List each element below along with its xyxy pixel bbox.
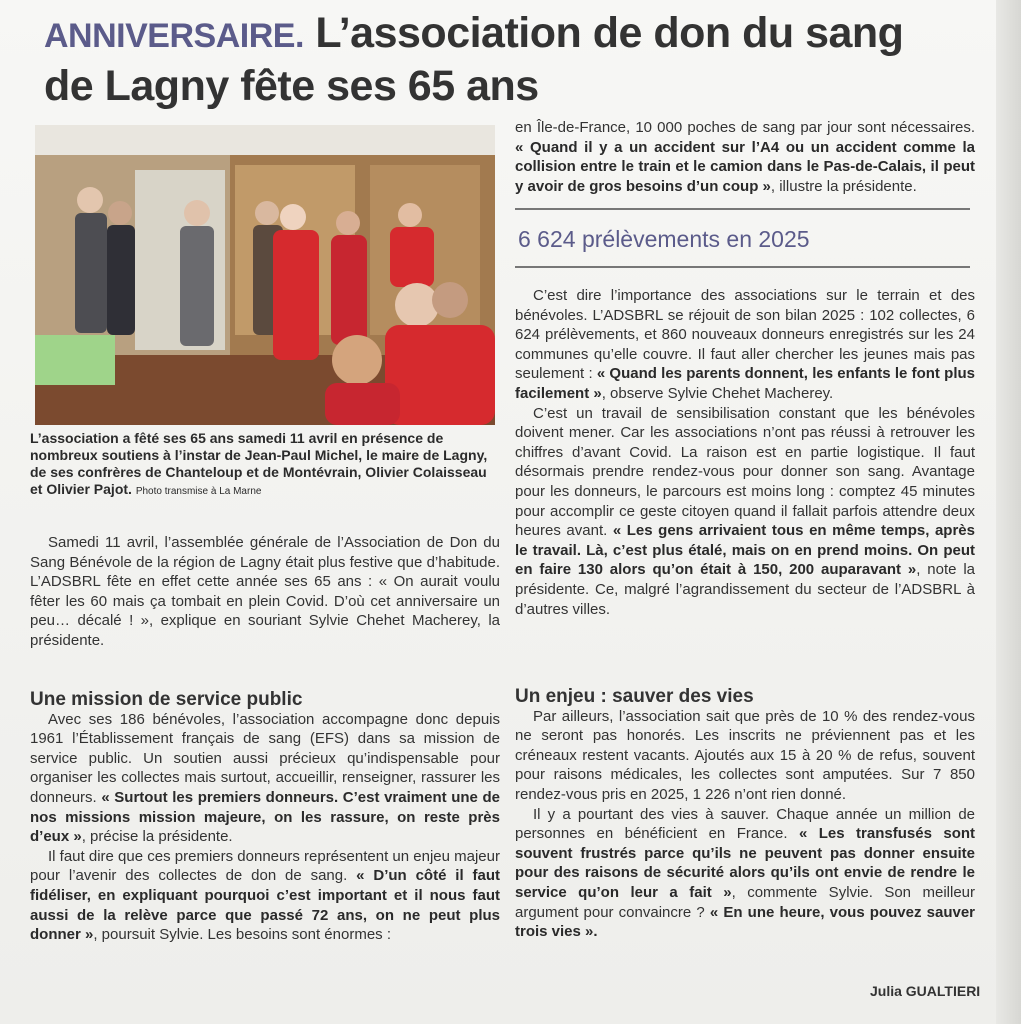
headline-line-2 bbox=[44, 61, 1004, 111]
right-column-body bbox=[515, 286, 975, 619]
right-paragraph-3: Par ailleurs, l’association sait que près de 10 % des rendez-vous ne seront pas honorés. Les inscrits ne préviennent pas et les créneaux restent vacants. Ajoutés aux 15 à 20 % de refus, souvent pour raisons médicales, les collectes sont amputées. Sur 7 850 rendez-vous pris en 2025, 1 226 n’ont rien donné. bbox=[515, 707, 975, 803]
right-paragraph-4 bbox=[515, 805, 975, 942]
text: Il y a pourtant des vies à sauver. Chaque année un million de personnes en bénéficient en France. bbox=[515, 805, 975, 843]
quote: « Les transfusés sont souvent frustrés parce qu’ils ne peuvent pas donner ensuite pour des raisons de sécurité alors qu’ils ont envie de rendre le service qu’on leur a fait » bbox=[515, 825, 976, 901]
text: C’est dire l’importance des associations sur le terrain et des bénévoles. L’ADSBRL se réjouit de son bilan 2025 : 102 collectes, 6 624 prélèvements, et 860 nouveaux donneurs enregistrés sur les 24 communes qu’elle couvre. Il faut aller chercher les jeunes mais pas seulement : bbox=[515, 287, 975, 383]
quote: « Quand il y a un accident sur l’A4 ou un accident comme la collision entre le train et le camion dans le Pas-de-Calais, il peut y avoir de gros besoins d’un coup » bbox=[515, 138, 975, 195]
headline-line-1 bbox=[44, 8, 1004, 61]
text: , observe Sylvie Chehet Macherey. bbox=[601, 384, 834, 402]
text: , illustre la présidente. bbox=[770, 177, 917, 195]
right-paragraph-2 bbox=[515, 404, 975, 620]
quote: « En une heure, vous pouvez sauver trois vies ». bbox=[515, 903, 976, 941]
quote: « Les gens arrivaient tous en même temps, après le travail. Là, c’est plus étalé, mais on en prend moins. On peut en faire 130 alors qu’on était à 150, 200 auparavant » bbox=[515, 522, 975, 579]
headline-title-2: de Lagny fête ses 65 ans bbox=[44, 62, 539, 110]
left-column bbox=[30, 533, 500, 651]
group-photo-illustration bbox=[35, 125, 495, 425]
kicker: ANNIVERSAIRE bbox=[44, 17, 295, 55]
divider bbox=[515, 266, 970, 268]
subhead-enjeu: Un enjeu : sauver des vies bbox=[515, 686, 754, 707]
page-fold-shadow bbox=[996, 0, 1021, 1024]
divider bbox=[515, 208, 970, 210]
quote: « Quand les parents donnent, les enfants le font plus facilement » bbox=[515, 365, 975, 402]
text: Avec ses 186 bénévoles, l’association accompagne donc depuis 1961 l’Établissement français de sang (EFS) dans sa mission de service public. Un soutien aussi précieux qu’indispensable pour organiser les collectes mais surtout, accueillir, renseigner, rassurer les donneurs. bbox=[30, 710, 500, 806]
text: , poursuit Sylvie. Les besoins sont énormes : bbox=[93, 926, 391, 944]
article-photo bbox=[35, 125, 495, 425]
right-paragraph-1 bbox=[515, 286, 975, 404]
text: , précise la présidente. bbox=[81, 828, 233, 846]
section-title: 6 624 prélèvements en 2025 bbox=[518, 226, 810, 252]
text: , note la présidente. Ce, malgré l’agrandissement du secteur de l’ADSBRL à d’autres villes. bbox=[515, 561, 976, 618]
left-column-section bbox=[30, 690, 500, 945]
left-paragraph-1 bbox=[30, 710, 500, 847]
kicker-dot: . bbox=[294, 17, 304, 55]
text: Il faut dire que ces premiers donneurs représentent un enjeu majeur pour l’avenir des collectes de don de sang. bbox=[30, 847, 500, 885]
text: C’est un travail de sensibilisation constant que les bénévoles doivent mener. Car les associations n’ont pas réussi à retrouver les chiffres d’avant Covid. La raison est en partie logistique. Il faut désormais prendre rendez-vous pour donner son sang. Avantage pour les donneurs, le parcours est moins long : comptez 45 minutes pour accomplir ce geste citoyen quand il fallait parfois attendre deux heures avant. bbox=[515, 404, 975, 540]
headline-title-1: L’association de don du sang bbox=[315, 9, 904, 57]
caption-text: L’association a fêté ses 65 ans samedi 11 avril en présence de nombreux soutiens à l’instar de Jean-Paul Michel, le maire de Lagny, de ses confrères de Chanteloup et de Montévrain, Olivier Colaisseau et Olivier Pajot. bbox=[30, 430, 488, 497]
right-column-section bbox=[515, 687, 975, 942]
quote: « Surtout les premiers donneurs. C’est vraiment une de nos missions mission majeure, on les rassure, on reste près d’eux » bbox=[30, 788, 501, 846]
intro-paragraph: Samedi 11 avril, l’assemblée générale de l’Association de Don du Sang Bénévole de la région de Lagny était plus festive que d’habitude. L’ADSBRL fête en effet cette année ses 65 ans : « On aurait voulu fêter les 60 mais ça tombait en plein Covid. D’où cet anniversaire un peu… décalé ! », explique en souriant Sylvie Chehet Macherey, la présidente. bbox=[30, 534, 500, 649]
right-top-paragraph bbox=[515, 118, 975, 196]
quote: « D’un côté il faut fidéliser, en expliquant pourquoi c’est important et il nous faut aussi de la relève parce que passé 72 ans, on ne peut plus donner » bbox=[30, 867, 500, 944]
text: en Île-de-France, 10 000 poches de sang par jour sont nécessaires. bbox=[515, 119, 975, 136]
subhead-mission: Une mission de service public bbox=[30, 689, 303, 710]
article-headline bbox=[44, 8, 1004, 111]
right-column-top bbox=[515, 118, 975, 196]
photo-credit: Photo transmise à La Marne bbox=[135, 486, 262, 497]
author-signature: Julia GUALTIERI bbox=[870, 983, 981, 999]
photo-caption bbox=[30, 430, 500, 500]
left-paragraph-2 bbox=[30, 847, 500, 945]
text: , commente Sylvie. Son meilleur argument pour convaincre ? bbox=[515, 883, 975, 921]
